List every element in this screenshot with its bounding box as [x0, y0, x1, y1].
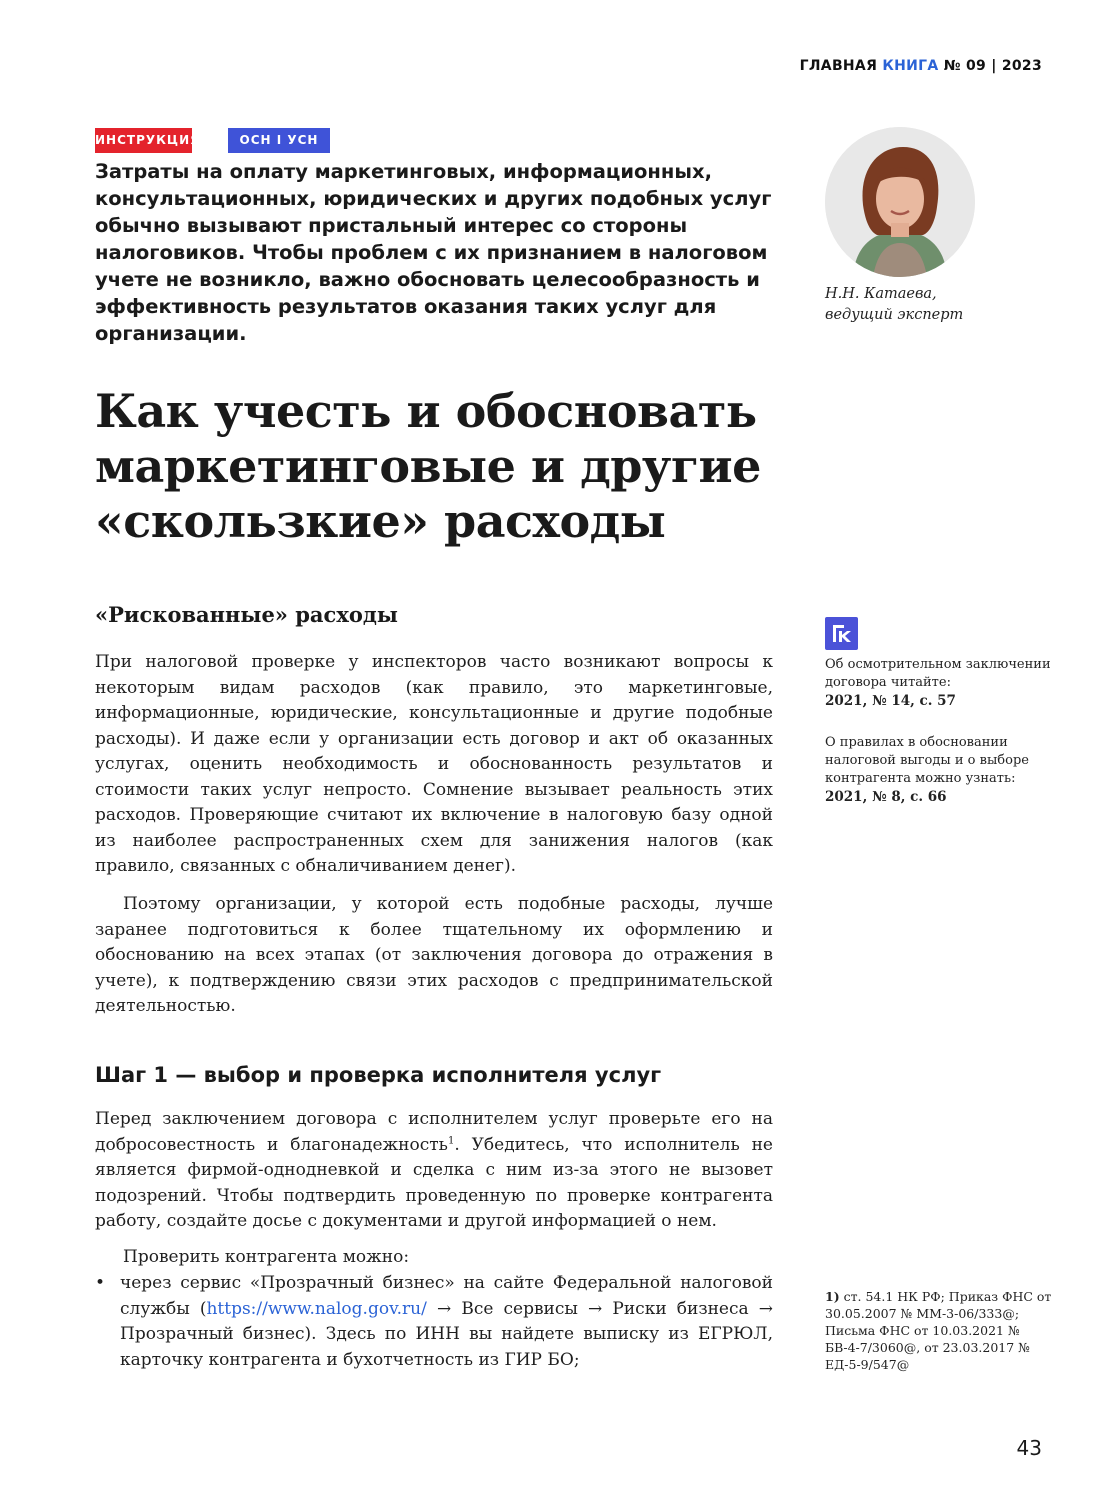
section-heading-step-1: Шаг 1 — выбор и проверка исполнителя услуг — [95, 1063, 662, 1087]
tag-tax-regime: ОСН I УСН — [228, 128, 330, 153]
gk-logo-icon — [825, 617, 858, 650]
paragraph — [95, 1107, 773, 1235]
author-role: ведущий эксперт — [825, 307, 964, 323]
paragraph: Поэтому организации, у которой есть подобные расходы, лучше заранее подготовиться к более тщательному их оформлению и обоснованию на всех этапах (от заключения договора до отражения в учете), к подтверждению связи этих расходов с предпринимательской деятельностью. — [95, 894, 773, 1016]
footnote-text: ст. 54.1 НК РФ; Приказ ФНС от 30.05.2007 № ММ-3-06/333@; Письма ФНС от 10.03.2021 № БВ-4-7/3060@, от 23.03.2017 № ЕД-5-9/547@ — [825, 1289, 1052, 1372]
article-title: Как учесть и обосновать маркетинговые и другие «скользкие» расходы — [95, 384, 761, 548]
author-name: Н.Н. Катаева, — [825, 286, 937, 302]
brand-name-part2: КНИГА — [882, 58, 939, 74]
footnote-number: 1) — [825, 1289, 840, 1304]
paragraph: Проверить контрагента можно: — [123, 1247, 410, 1267]
author-portrait-icon — [825, 127, 975, 277]
sidebar-note-reference[interactable]: 2021, № 8, с. 66 — [825, 789, 947, 805]
section-heading-risky-expenses: «Рискованные» расходы — [95, 602, 398, 627]
sidebar-note-reference[interactable]: 2021, № 14, с. 57 — [825, 693, 956, 709]
bullet-marker: • — [95, 1273, 106, 1293]
magazine-header — [800, 58, 1042, 74]
author-photo — [825, 127, 975, 277]
list-item-text: → Все сервисы → Риски бизнеса → Прозрачный бизнес). Здесь по ИНН вы найдете выписку из ЕГРЮЛ, карточку контрагента и бухотчетность из ГИР БО; — [120, 1298, 773, 1370]
sidebar-note-text: Об осмотрительном заключении договора читайте: — [825, 657, 1051, 690]
footnote — [825, 1288, 1055, 1373]
brand-name-part1: ГЛАВНАЯ — [799, 58, 878, 74]
sidebar-note — [825, 656, 1055, 711]
article-lead: Затраты на оплату маркетинговых, информационных, консультационных, юридических и других подобных услуг обычно вызывают пристальный интерес со стороны налоговиков. Чтобы проблем с их признанием в налоговом учете не возникло, важно обосновать целесообразность и эффективность результатов оказания таких услуг для организации. — [95, 160, 772, 345]
author-caption — [825, 284, 963, 326]
page-number: 43 — [1016, 1436, 1042, 1460]
list-item-text: через сервис «Прозрачный бизнес» на сайте Федеральной налоговой службы ( — [120, 1273, 773, 1319]
sidebar-note-text: О правилах в обосновании налоговой выгоды и о выборе контрагента можно узнать: — [825, 735, 1029, 786]
paragraph: При налоговой проверке у инспекторов часто возникают вопросы к некоторым видам расходов (как правило, это маркетинговые, информационные, юридические, консультационные и другие подобные расходы). И даже если у организации есть договор и акт об оказанных услугах, оценить необходимость и обоснованность результатов и стоимости таких услуг непросто. Сомнение вызывает реальность этих расходов. Проверяющие считают их включение в налоговую базу одной из наиболее распространенных схем для занижения налогов (как правило, связанных с обналичиванием денег). — [95, 652, 773, 876]
sidebar-note — [825, 734, 1055, 807]
list-item — [95, 1271, 773, 1373]
paragraph-text: Перед заключением договора с исполнителем услуг проверьте его на добросовестность и благонадежность — [95, 1109, 773, 1155]
nalog-link[interactable]: https://www.nalog.gov.ru/ — [206, 1298, 427, 1319]
paragraph-text: . Убедитесь, что исполнитель не является фирмой-однодневкой и сделка с ним из-за этого не вызовет подозрений. Чтобы подтвердить проведенную по проверке контрагента работу, создайте досье с документами и другой информацией о нем. — [95, 1134, 773, 1231]
issue-number: № 09 | 2023 — [943, 58, 1042, 74]
footnote-ref[interactable]: 1 — [447, 1134, 455, 1146]
tag-instruction: ИНСТРУКЦИЯ — [95, 128, 192, 153]
